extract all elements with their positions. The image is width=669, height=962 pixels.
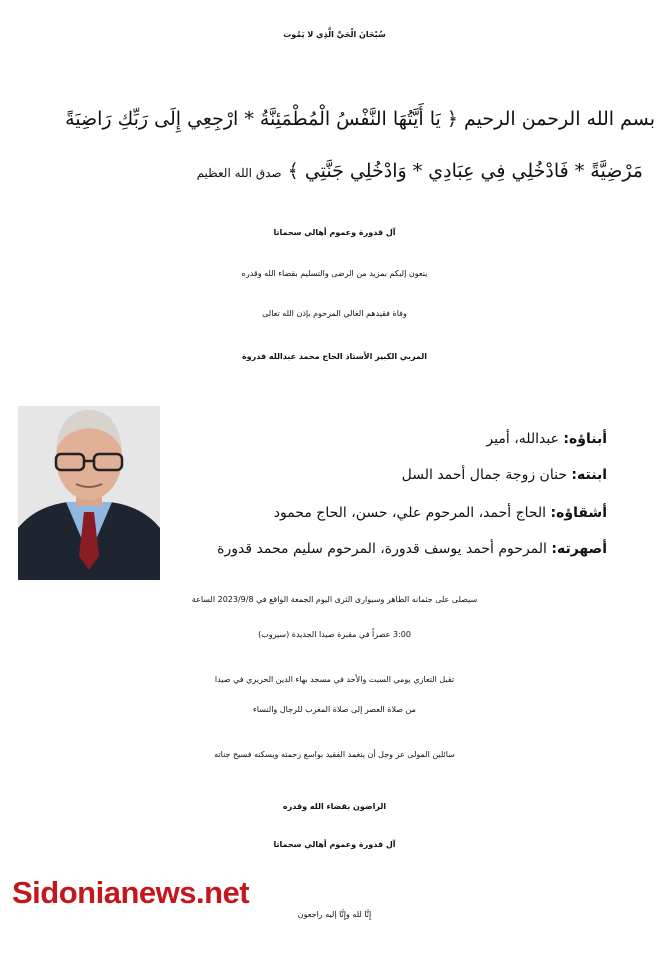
funeral-line-2: 3:00 عصراً في مقبرة صيدا الجديدة (سيروب) xyxy=(258,630,411,639)
final-verse: إِنَّا لله وإِنَّا إليه راجعون xyxy=(297,910,372,919)
quran-verse-line-1: بسم الله الرحمن الرحيم ﴿ يَا أَيَّتُهَا النَّفْسُ الْمُطْمَئِنَّةُ * ارْجِعِي إِلَى رَبِّكِ رَاضِيَةً xyxy=(65,108,655,130)
announcement-line-1: ينعون إليكم بمزيد من الرضى والتسليم بقضاء الله وقدره xyxy=(241,269,428,278)
header-title: سُبْحَانَ الْحَيِّ الَّذِي لا يَمُوت xyxy=(283,30,386,39)
deceased-portrait xyxy=(18,406,160,580)
portrait-illustration xyxy=(18,406,160,580)
relatives-sons: أبناؤه: عبدالله، أمير xyxy=(486,431,607,447)
family-name-top: آل قدورة وعموم أهالي سحماتا xyxy=(273,228,396,237)
prayer-line: سائلين المولى عز وجل أن يتغمد الفقيد بواسع رحمته ويسكنه فسيح جناته xyxy=(214,750,455,759)
closing-line-1: الراضون بقضاء الله وقدره xyxy=(282,802,387,811)
verse-closing: صدق الله العظيم xyxy=(196,166,282,180)
condolences-line-1: تقبل التعازي يومي السبت والأحد في مسجد بهاء الدين الحريري في صيدا xyxy=(214,675,455,684)
quran-verse-line-2: مَرْضِيَّةً * فَادْخُلِي فِي عِبَادِي * وَادْخُلِي جَنَّتِي ﴾ صدق الله العظيم xyxy=(196,160,643,182)
deceased-name: المربي الكبير الأستاذ الحاج محمد عبدالله قدروة xyxy=(241,352,428,361)
relatives-daughter: ابنته: حنان زوجة جمال أحمد السل xyxy=(401,467,607,483)
relatives-brothers: أشقاؤه: الحاج أحمد، المرحوم علي، حسن، الحاج محمود xyxy=(273,505,607,521)
relatives-in-laws: أصهرته: المرحوم أحمد يوسف قدورة، المرحوم سليم محمد قدورة xyxy=(217,541,607,557)
watermark-site-name: Sidonianews.net xyxy=(12,875,250,910)
funeral-line-1: سيصلى على جثمانه الطاهر وسيوارى الثرى اليوم الجمعة الواقع في 2023/9/8 الساعة xyxy=(191,595,478,604)
condolences-line-2: من صلاة العصر إلى صلاة المغرب للرجال والنساء xyxy=(253,705,416,714)
announcement-line-2: وفاة فقيدهم الغالي المرحوم بإذن الله تعالى xyxy=(262,309,407,318)
closing-line-2: آل قدورة وعموم أهالي سحماتا xyxy=(273,840,396,849)
